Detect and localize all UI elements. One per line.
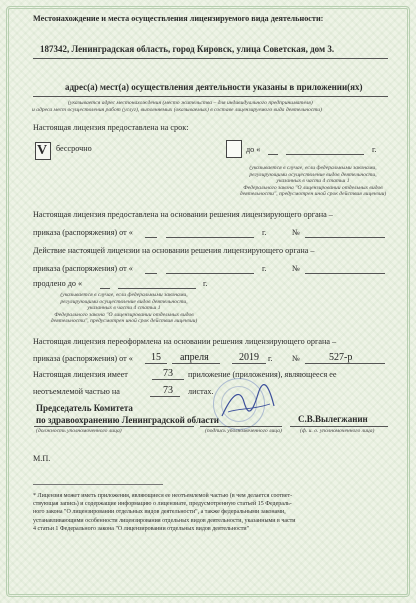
term-note-line-5: деятельности", предусмотрен иной срок действия лицензии) [239,191,387,198]
term-note-line-3: указанных в части 4 статьи 1 [276,178,350,185]
footnote-line-3: ного закона "О лицензировании отдельных видов деятельности", а также федеральными законами, [33,509,286,516]
footnote-line-4: устанавливающими особенности лицензирования отдельных видов деятельности, указанными в части [33,517,296,524]
stamp-place: М.П. [33,454,51,463]
reissue-day-line [145,363,167,364]
reissue-year-line [232,363,266,364]
address-caption-2: и адреса мест осуществления работ (услуг), выполняемых (оказываемых) в составе лицензируемого вида деятельности) [32,107,322,113]
action-day-line [145,273,157,274]
location-title: Местонахождение и места осуществления лицензируемого вида деятельности: [33,14,324,23]
action-note-line-3: указанных в части 4 статьи 1 [87,305,161,312]
annex-sheets-line [150,396,180,397]
basis-year-label: г. [262,228,267,237]
reissue-title: Настоящая лицензия переоформлена на основании решения лицензирующего органа – [33,337,337,346]
annex-sheets-label: листах. [188,387,214,396]
annex-text: приложение (приложения), являющееся ее [188,370,337,379]
signer-name: С.В.Вылегжанин [298,414,368,424]
footnote-divider [33,484,163,485]
action-year-label: г. [262,264,267,273]
reissue-year: 2019 [239,352,259,363]
action-number-label: № [292,264,300,273]
annex-pages: 73 [163,368,173,379]
basis-number-line [305,237,385,238]
address-text: 187342, Ленинградская область, город Кировск, улица Советская, дом 3. [40,44,335,54]
term-note [228,165,398,198]
extended-day-line [100,288,110,289]
caption-name: (ф. и. о. уполномоченного лица) [300,428,375,434]
basis-day-line [145,237,157,238]
reissue-number-label: № [292,354,300,363]
annex-integral-label: неотъемлемой частью на [33,387,120,396]
caption-signature: (подпись уполномоченного лица) [205,428,282,434]
addresses-underline [33,96,388,97]
extended-year-label: г. [203,279,208,288]
action-order-label: приказа (распоряжения) от « [33,264,133,273]
action-title: Действие настоящей лицензии на основании решения лицензирующего органа – [33,246,315,255]
action-note-line-4: Федерального закона "О лицензировании отдельных видов [54,311,194,318]
addresses-note: адрес(а) мест(а) осуществления деятельности указаны в приложении(ях) [65,82,363,92]
signer-position-2: по здравоохранению Ленинградской области [36,415,219,425]
caption-position: (должность уполномоченного лица) [36,428,122,434]
name-underline [290,426,388,427]
basis-month-line [166,237,254,238]
checkbox-mark: V [37,143,48,158]
annex-has-label: Настоящая лицензия имеет [33,370,128,379]
action-note-line-5: деятельности", предусмотрен иной срок действия лицензии) [50,318,198,325]
action-number-line [305,273,385,274]
reissue-year-label: г. [268,354,273,363]
footnote [33,492,296,533]
footnote-line-2: ствующая запись) и содержащие информацию о лицензиате, предусмотренную статьей 15 Федераль- [33,501,292,508]
footnote-line-1: * Лицензия может иметь приложения, являющиеся ее неотъемлемой частью (в чем делается соответ- [33,493,293,499]
term-title: Настоящая лицензия предоставлена на срок: [33,123,189,132]
signer-position-1: Председатель Комитета [36,403,133,413]
until-label: до « [246,145,261,154]
term-limited-checkbox [226,140,242,158]
basis-title: Настоящая лицензия предоставлена на основании решения лицензирующего органа – [33,210,333,219]
signature-scribble [218,384,278,424]
basis-number-label: № [292,228,300,237]
reissue-month-line [172,363,220,364]
until-day-line [268,154,278,155]
term-note-line-4: Федерального закона "О лицензировании отдельных видов [243,184,383,191]
extended-month-line [118,288,196,289]
indefinite-checkbox [35,142,51,160]
signature-underline [200,426,282,427]
action-note-line-2: регулирующими осуществление видов деятельности, [60,298,188,305]
position-underline [34,426,194,427]
reissue-number: 527-р [329,352,353,363]
action-month-line [166,273,254,274]
indefinite-label: бессрочно [56,144,92,153]
extended-label: продлено до « [33,279,83,288]
annex-sheets: 73 [163,385,173,396]
action-note-line-1: (указывается в случае, если федеральными законами, [60,292,188,298]
term-note-line-2: регулирующими осуществление видов деятельности, [249,171,377,178]
reissue-number-line [305,363,385,364]
address-caption-1: (указывается адрес местонахождения (место жительства – для индивидуального предпринимателя) [68,100,313,106]
footnote-line-5: 4 статьи 1 Федерального закона "О лицензировании отдельных видов деятельности" [33,525,250,532]
address-underline [33,58,388,59]
until-year-suffix: г. [372,145,377,154]
reissue-order-label: приказа (распоряжения) от « [33,354,133,363]
annex-pages-line [152,379,184,380]
basis-order-label: приказа (распоряжения) от « [33,228,133,237]
reissue-day: 15 [151,352,161,363]
until-month-line [286,154,364,155]
action-note [34,292,214,325]
reissue-month: апреля [180,352,209,363]
term-note-line-1: (указывается в случае, если федеральными законами, [249,165,377,171]
